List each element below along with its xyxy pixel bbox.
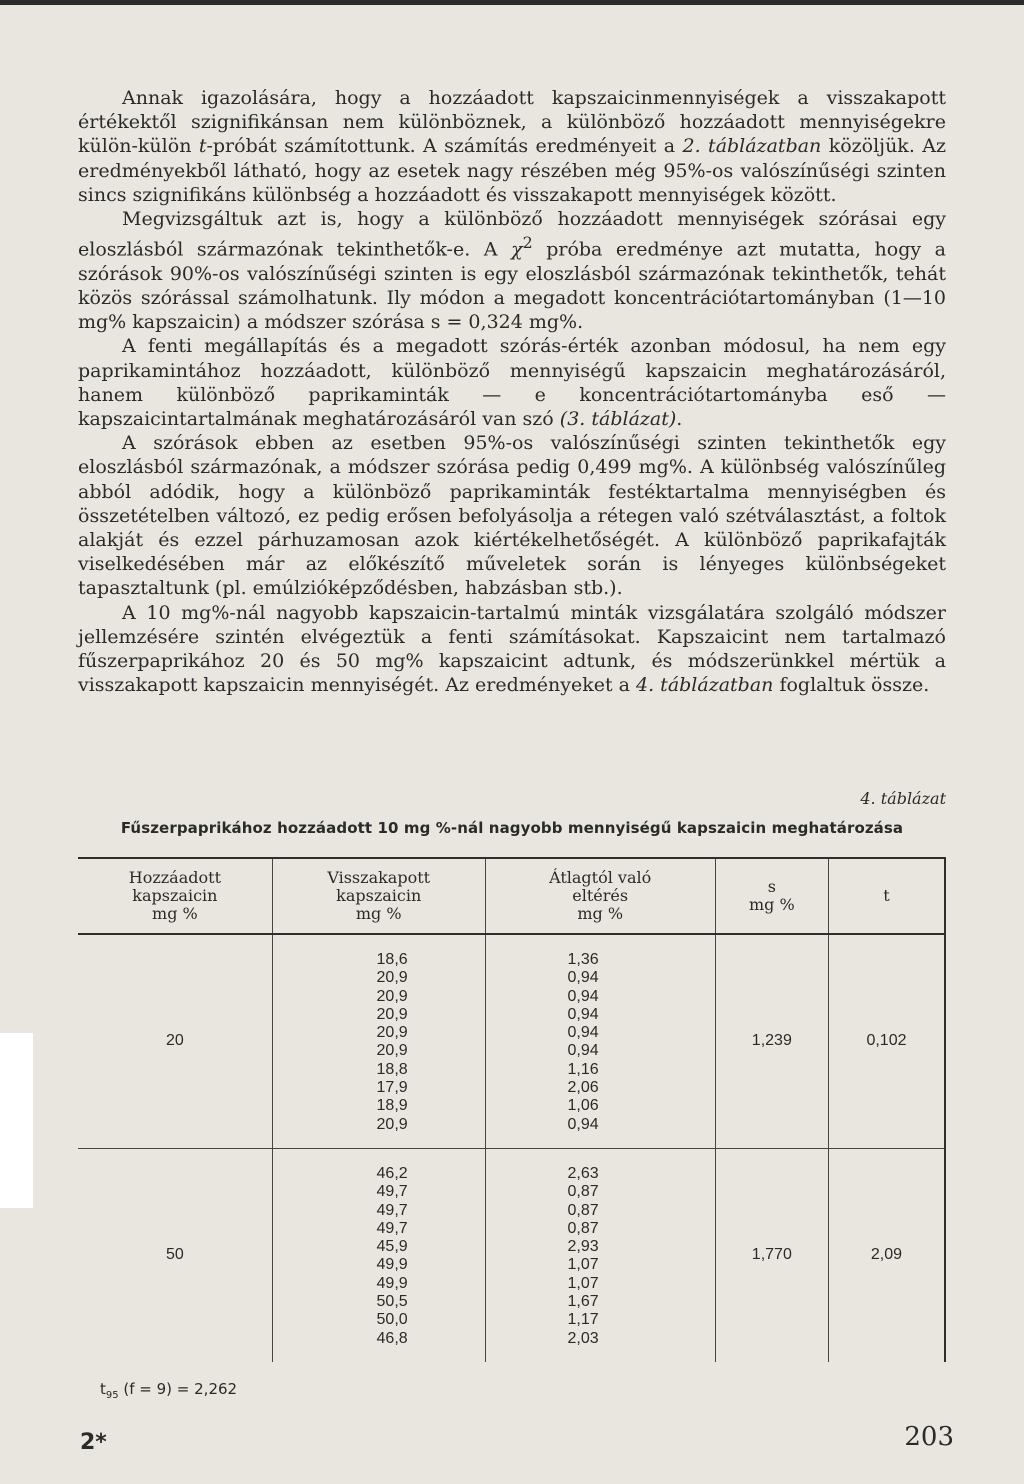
deviation-value: 1,06	[567, 1097, 599, 1115]
deviation-value: 0,94	[567, 1115, 599, 1133]
signature-mark: 2*	[80, 1430, 107, 1455]
deviation-value: 1,17	[567, 1311, 599, 1329]
recovered-cell	[272, 934, 485, 1148]
recovered-value: 49,9	[376, 1274, 408, 1292]
recovered-value: 46,2	[376, 1164, 408, 1182]
recovered-value: 18,9	[376, 1097, 408, 1115]
deviation-value: 0,94	[567, 1005, 599, 1023]
table-number: 4. táblázat	[860, 789, 946, 808]
recovered-cell	[272, 1148, 485, 1361]
table-row	[78, 934, 945, 1148]
recovered-value: 45,9	[376, 1238, 408, 1256]
deviation-value: 2,93	[567, 1238, 599, 1256]
table-header-row	[78, 858, 945, 934]
recovered-value: 18,6	[376, 951, 408, 968]
top-rule	[0, 0, 1024, 5]
deviation-value: 0,94	[567, 1024, 599, 1042]
recovered-value: 49,7	[376, 1219, 408, 1237]
recovered-value: 50,0	[376, 1311, 408, 1329]
table-row	[78, 1148, 945, 1361]
header-s: s mg %	[715, 858, 828, 934]
deviation-value: 0,87	[567, 1201, 599, 1219]
s-cell: 1,239	[715, 934, 828, 1148]
deviation-value: 0,87	[567, 1219, 599, 1237]
header-added: Hozzáadott kapszaicin mg %	[78, 858, 272, 934]
recovered-value: 20,9	[376, 1005, 408, 1023]
t-cell: 2,09	[828, 1148, 945, 1361]
paragraph-3: A fenti megállapítás és a megadott szórás-érték azonban módosul, ha nem egy paprikamintához hozzáadott, különböző mennyiségű kapszaicin meghatározásáról, hanem különböző paprikaminták — e koncentrációtartományba eső — kapszaicintartalmának meghatározásáról van szó (3. táblázat).	[78, 335, 946, 430]
s-cell: 1,770	[715, 1148, 828, 1361]
recovered-value: 20,9	[376, 969, 408, 987]
header-deviation: Átlagtól való eltérés mg %	[485, 858, 715, 934]
deviation-value: 0,94	[567, 969, 599, 987]
deviation-cell	[485, 934, 715, 1148]
added-cell: 20	[78, 934, 272, 1148]
deviation-value: 2,06	[567, 1079, 599, 1097]
deviation-value: 0,94	[567, 1042, 599, 1060]
paragraph-2: Megvizsgáltuk azt is, hogy a különböző hozzáadott mennyiségek szórásai egy eloszlásból származónak tekinthetők-e. A $\chi^2$ próba eredménye azt mutatta, hogy a szórások 90%-os valószínűségi szinten is egy eloszlásból származónak tekinthetők, tehát közös szórással számolhatunk. Ily módon a megadott koncentrációtartományban (1—10 mg% kapszaicin) a módszer szórása s = 0,324 mg%.	[78, 208, 946, 334]
table-2-reference: 2. táblázatban	[682, 135, 822, 158]
t-cell: 0,102	[828, 934, 945, 1148]
header-t: t	[828, 858, 945, 934]
deviation-value: 2,63	[567, 1164, 599, 1182]
deviation-value: 0,94	[567, 987, 599, 1005]
footnote: $t_{95}$ (f = 9) = 2,262	[100, 1380, 238, 1401]
recovered-value: 18,8	[376, 1060, 408, 1078]
paragraph-1: Annak igazolására, hogy a hozzáadott kapszaicinmennyiségek a visszakapott értékektől szignifikánsan nem különböznek, a különböző hozzáadott mennyiségekre külön-külön t-próbát számítottunk. A számítás eredményeit a 2. táblázatban közöljük. Az eredményekből látható, hogy az esetek nagy részében még 95%-os valószínűségi szinten sincs szignifikáns különbség a hozzáadott és visszakapott mennyiségek között.	[78, 87, 946, 206]
deviation-value: 1,07	[567, 1256, 599, 1274]
table-title: Fűszerpaprikához hozzáadott 10 mg %-nál nagyobb mennyiségű kapszaicin meghatározása	[120, 819, 904, 837]
deviation-value: 1,07	[567, 1274, 599, 1292]
deviation-value: 1,16	[567, 1060, 599, 1078]
deviation-value: 2,03	[567, 1329, 599, 1347]
body-text	[78, 86, 946, 697]
data-table	[78, 857, 946, 1362]
recovered-value: 17,9	[376, 1079, 408, 1097]
recovered-value: 20,9	[376, 1024, 408, 1042]
page-number: 203	[904, 1422, 954, 1452]
header-recovered: Visszakapott kapszaicin mg %	[272, 858, 485, 934]
deviation-value: 1,67	[567, 1293, 599, 1311]
deviation-cell	[485, 1148, 715, 1361]
recovered-value: 49,7	[376, 1183, 408, 1201]
paragraph-4: A szórások ebben az esetben 95%-os valószínűségi szinten tekinthetők egy eloszlásból származónak, a módszer szórása pedig 0,499 mg%. A különbség valószínűleg abból adódik, hogy a különböző paprikaminták festéktartalma mennyiségben és összetételben változó, ez pedig erősen befolyásolja a rétegen való szétválasztást, a foltok alakját és ezzel párhuzamosan azok kiértékelhetőségét. A különböző paprikafajták viselkedésében már az előkészítő műveletek során is lényeges különbségeket tapasztaltunk (pl. emúlzióképződésben, habzásban stb.).	[78, 432, 946, 600]
recovered-value: 49,9	[376, 1256, 408, 1274]
scan-edge-mark	[0, 1033, 33, 1208]
recovered-value: 20,9	[376, 1115, 408, 1133]
deviation-value: 1,36	[567, 951, 599, 968]
recovered-value: 50,5	[376, 1293, 408, 1311]
deviation-value: 0,87	[567, 1183, 599, 1201]
table-3-reference: (3. táblázat)	[559, 407, 677, 430]
added-cell: 50	[78, 1148, 272, 1361]
paragraph-5: A 10 mg%-nál nagyobb kapszaicin-tartalmú minták vizsgálatára szolgáló módszer jellemzésére szintén elvégeztük a fenti számításokat. Kapszaicint nem tartalmazó fűszerpaprikához 20 és 50 mg% kapszaicint adtunk, és módszerünkkel mértük a visszakapott kapszaicin mennyiségét. Az eredményeket a 4. táblázatban foglaltuk össze.	[78, 601, 946, 697]
table-4-reference: 4. táblázatban	[636, 674, 774, 697]
recovered-value: 20,9	[376, 1042, 408, 1060]
recovered-value: 20,9	[376, 987, 408, 1005]
recovered-value: 46,8	[376, 1329, 408, 1347]
recovered-value: 49,7	[376, 1201, 408, 1219]
